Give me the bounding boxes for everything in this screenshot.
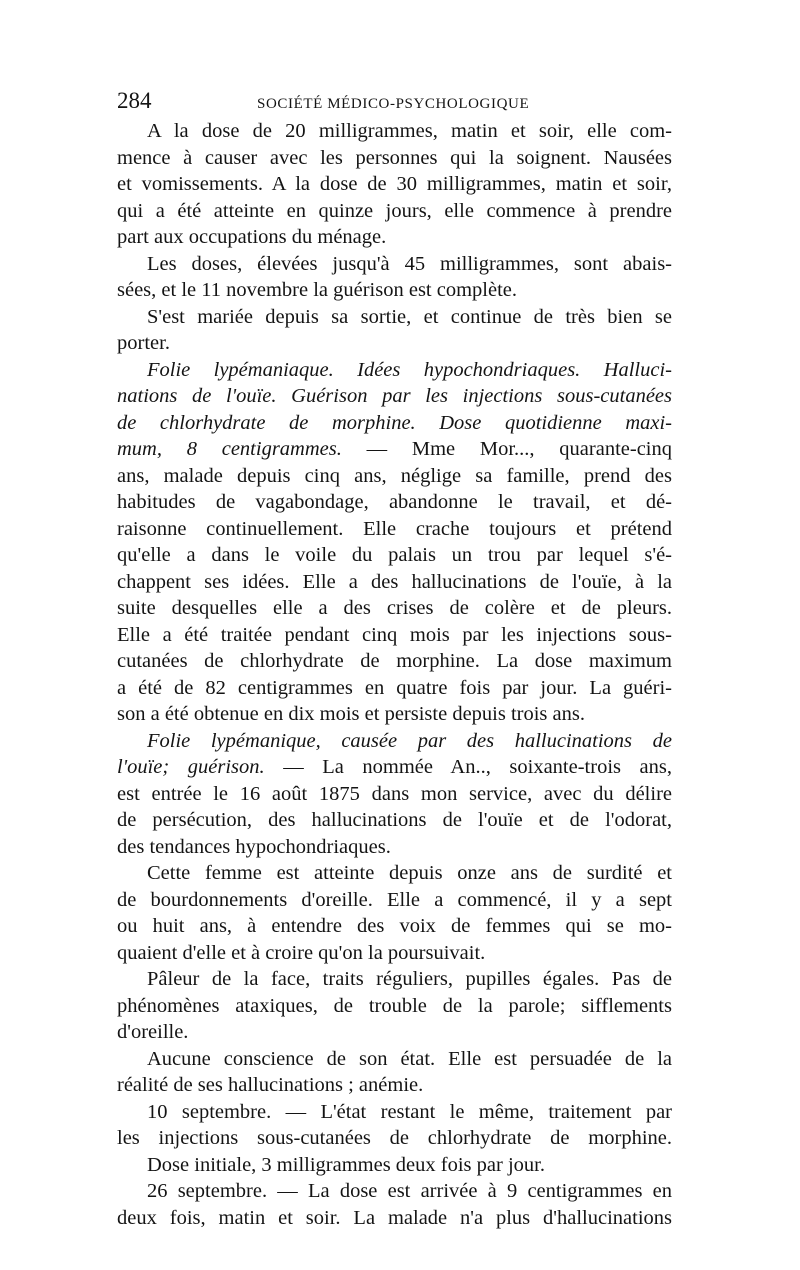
text-line: raisonne continuellement. Elle crache toujours et prétend	[117, 517, 672, 540]
text-line: 26 septembre. — La dose est arrivée à 9 centigrammes en	[147, 1180, 672, 1202]
text-line: quaient d'elle et à croire qu'on la poursuivait.	[117, 941, 486, 964]
text-line: mence à causer avec les personnes qui la soignent. Nausées	[117, 146, 672, 169]
page-number: 284	[117, 88, 152, 113]
page-header	[117, 88, 672, 118]
text-line: et vomissements. A la dose de 30 milligrammes, matin et soir,	[117, 173, 672, 195]
section-heading-line: de chlorhydrate de morphine. Dose quotidienne maxi-	[117, 411, 672, 434]
text-line: Cette femme est atteinte depuis onze ans de surdité et	[147, 862, 672, 884]
text-line: chappent ses idées. Elle a des hallucinations de l'ouïe, à la	[117, 570, 672, 593]
text-line: qui a été atteinte en quinze jours, elle commence à prendre	[117, 199, 672, 222]
text-line: phénomènes ataxiques, de trouble de la parole; sifflements	[117, 994, 672, 1017]
text-line: de bourdonnements d'oreille. Elle a commencé, il y a sept	[117, 888, 672, 911]
text-line: des tendances hypochondriaques.	[117, 835, 391, 858]
text-line: réalité de ses hallucinations ; anémie.	[117, 1074, 424, 1096]
text-line: Pâleur de la face, traits réguliers, pupilles égales. Pas de	[147, 968, 672, 990]
text-line: Dose initiale, 3 milligrammes deux fois par jour.	[147, 1153, 545, 1176]
running-head: SOCIÉTÉ MÉDICO-PSYCHOLOGIQUE	[257, 96, 530, 112]
text-line: porter.	[117, 332, 170, 354]
section-heading-line: nations de l'ouïe. Guérison par les injections sous-cutanées	[117, 385, 672, 407]
text-line: Elle a été traitée pendant cinq mois par les injections sous-	[117, 623, 672, 646]
text-line: ans, malade depuis cinq ans, néglige sa famille, prend des	[117, 464, 672, 487]
section-heading-line: mum, 8 centigrammes. — Mme Mor..., quarante-cinq	[117, 438, 672, 460]
section-heading-line: Folie lypémaniaque. Idées hypochondriaques. Halluci-	[147, 358, 672, 381]
text-line: S'est mariée depuis sa sortie, et continue de très bien se	[147, 305, 672, 328]
text-line: a été de 82 centigrammes en quatre fois par jour. La guéri-	[117, 676, 672, 699]
text-line: suite desquelles elle a des crises de colère et de pleurs.	[117, 597, 672, 619]
text-line: de persécution, des hallucinations de l'ouïe et de l'odorat,	[117, 809, 672, 831]
book-page	[117, 88, 672, 1231]
text-line: deux fois, matin et soir. La malade n'a plus d'hallucinations	[117, 1206, 672, 1229]
body-text	[117, 118, 672, 1231]
text-line: A la dose de 20 milligrammes, matin et soir, elle com-	[147, 120, 672, 142]
text-line: ou huit ans, à entendre des voix de femmes qui se mo-	[117, 915, 672, 937]
text-line: part aux occupations du ménage.	[117, 226, 387, 248]
text-line: 10 septembre. — L'état restant le même, traitement par	[147, 1100, 672, 1123]
text-line: qu'elle a dans le voile du palais un trou par lequel s'é-	[117, 544, 672, 566]
text-line: sées, et le 11 novembre la guérison est complète.	[117, 279, 518, 301]
text-line: habitudes de vagabondage, abandonne le travail, et dé-	[117, 491, 672, 513]
text-line: Les doses, élevées jusqu'à 45 milligrammes, sont abais-	[147, 252, 672, 275]
section-heading-line: l'ouïe; guérison. — La nommée An.., soixante-trois ans,	[117, 756, 672, 778]
text-line: Aucune conscience de son état. Elle est persuadée de la	[147, 1047, 672, 1070]
text-line: d'oreille.	[117, 1021, 189, 1043]
text-line: cutanées de chlorhydrate de morphine. La dose maximum	[117, 650, 672, 672]
section-heading-line: Folie lypémanique, causée par des hallucinations de	[147, 729, 672, 752]
text-line: les injections sous-cutanées de chlorhydrate de morphine.	[117, 1127, 672, 1149]
text-line: son a été obtenue en dix mois et persiste depuis trois ans.	[117, 703, 585, 725]
text-line: est entrée le 16 août 1875 dans mon service, avec du délire	[117, 782, 672, 805]
